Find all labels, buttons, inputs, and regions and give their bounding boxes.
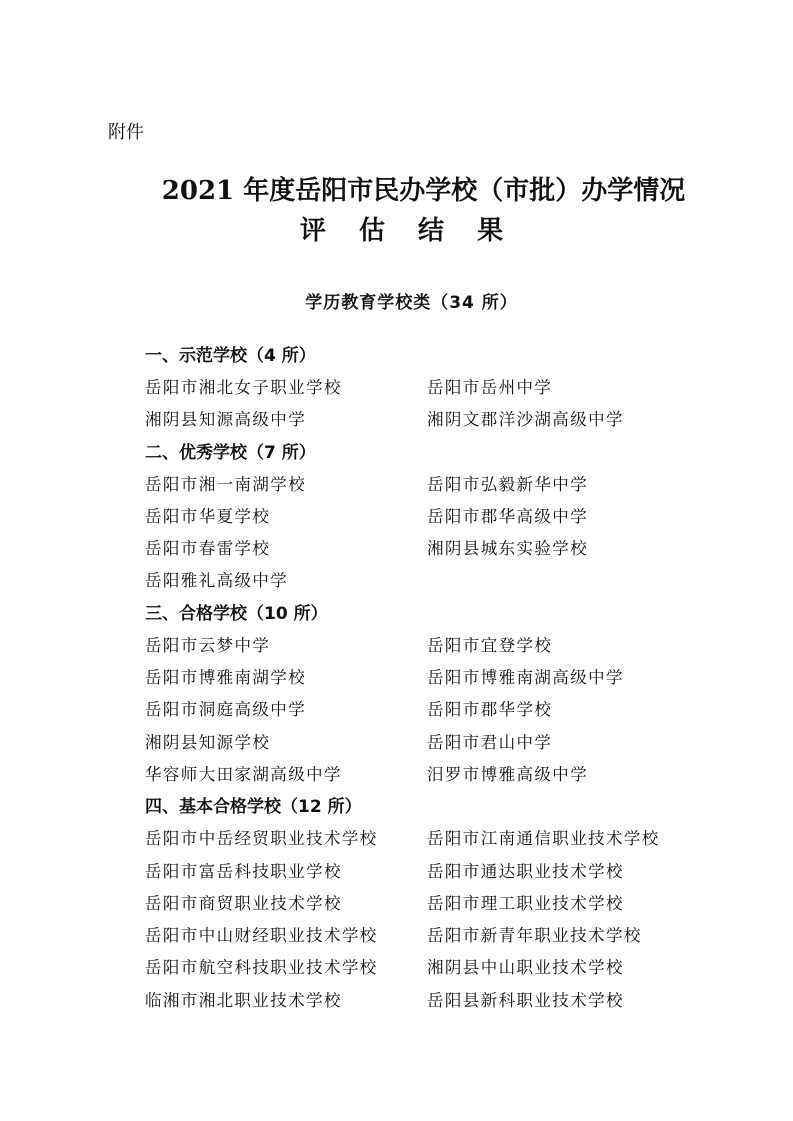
- sections-list: [145, 340, 705, 1017]
- school-grid: [145, 823, 705, 1017]
- section-heading: 四、基本合格学校（12 所）: [145, 797, 362, 818]
- school-name: 岳阳市中岳经贸职业技术学校: [145, 829, 378, 849]
- school-grid: [145, 372, 705, 437]
- school-name: 岳阳市航空科技职业技术学校: [145, 958, 378, 978]
- school-name: 汨罗市博雅高级中学: [427, 764, 589, 784]
- school-grid: [145, 630, 705, 791]
- school-name: 岳阳市云梦中学: [145, 635, 271, 655]
- school-name: 岳阳市新青年职业技术学校: [427, 926, 642, 946]
- school-name: 岳阳市郡华高级中学: [427, 506, 589, 526]
- school-name: 岳阳市理工职业技术学校: [427, 893, 624, 913]
- school-name: 岳阳市洞庭高级中学: [145, 700, 307, 720]
- school-name: 湘阴县知源高级中学: [145, 410, 307, 430]
- school-name: 岳阳市宜登学校: [427, 635, 553, 655]
- document-title: 2021 年度岳阳市民办学校（市批）办学情况: [161, 176, 686, 206]
- school-name: 临湘市湘北职业技术学校: [145, 990, 342, 1010]
- school-name: 湘阴县中山职业技术学校: [427, 958, 624, 978]
- school-name: 岳阳市通达职业技术学校: [427, 861, 624, 881]
- school-name: 岳阳市中山财经职业技术学校: [145, 926, 378, 946]
- school-name: 湘阴文郡洋沙湖高级中学: [427, 410, 624, 430]
- school-name: 湘阴县知源学校: [145, 732, 271, 752]
- section-heading: 一、示范学校（4 所）: [145, 346, 316, 366]
- school-name: 岳阳市博雅南湖高级中学: [427, 668, 624, 688]
- school-name: 岳阳市商贸职业技术学校: [145, 893, 342, 913]
- school-name: 岳阳市春雷学校: [145, 539, 271, 559]
- school-name: 岳阳市弘毅新华中学: [427, 474, 589, 494]
- school-name: 岳阳市博雅南湖学校: [145, 668, 307, 688]
- school-name: 岳阳雅礼高级中学: [145, 571, 289, 591]
- section-heading: 三、合格学校（10 所）: [145, 603, 328, 624]
- school-grid: [145, 469, 705, 598]
- document-subtitle: 评 估 结 果: [299, 216, 516, 246]
- school-name: 岳阳市岳州中学: [427, 378, 553, 397]
- school-name: 岳阳市湘一南湖学校: [145, 474, 307, 494]
- category-heading: 学历教育学校类（34 所）: [305, 293, 518, 313]
- school-name: 岳阳市湘北女子职业学校: [145, 378, 342, 397]
- school-name: 岳阳市郡华学校: [427, 700, 553, 720]
- school-name: 岳阳市富岳科技职业学校: [145, 861, 342, 881]
- school-name: 岳阳市华夏学校: [145, 506, 271, 526]
- school-name: 华容师大田家湖高级中学: [145, 764, 342, 784]
- attachment-label: 附件: [108, 122, 144, 143]
- school-name: 岳阳市君山中学: [427, 732, 553, 752]
- school-name: 湘阴县城东实验学校: [427, 539, 589, 559]
- section-heading: 二、优秀学校（7 所）: [145, 442, 316, 463]
- school-name: 岳阳县新科职业技术学校: [427, 990, 624, 1010]
- school-name: 岳阳市江南通信职业技术学校: [427, 829, 660, 849]
